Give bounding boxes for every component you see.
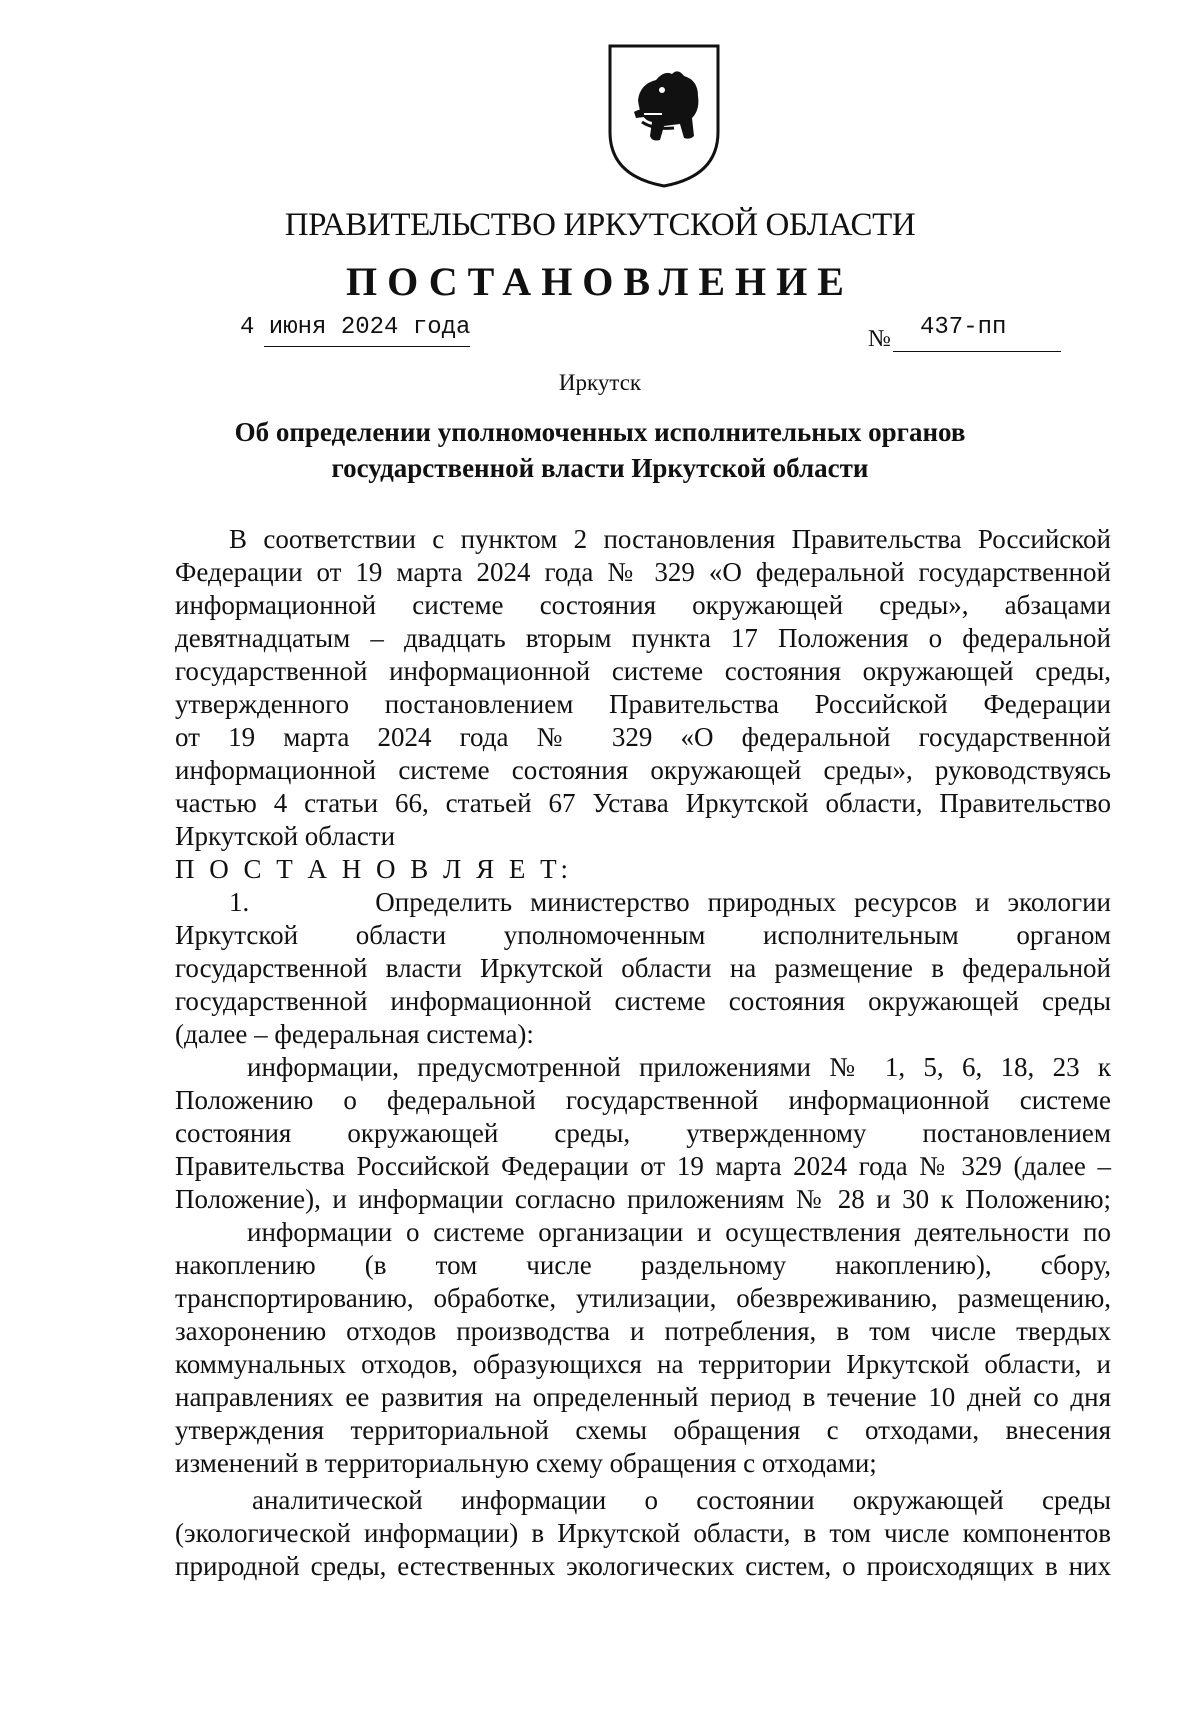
body-line: изменений в территориальную схему обращения с отходами;	[175, 1448, 877, 1478]
body-line: транспортированию, обработке, утилизации, обезвреживанию, размещению,	[175, 1283, 1111, 1313]
document-number: 437-пп	[920, 314, 1007, 341]
body-line: направлениях ее развития на определенный период в течение 10 дней со дня	[175, 1382, 1111, 1412]
body-line: В соответствии с пунктом 2 постановления Правительства Российской	[229, 524, 1111, 554]
city-name: Иркутск	[558, 370, 642, 395]
body-line: природной среды, естественных экологических систем, о происходящих в них	[175, 1551, 1111, 1581]
body-line: Иркутской области	[175, 821, 396, 851]
body-line: девятнадцатым – двадцать вторым пункта 17 Положения о федеральной	[175, 623, 1111, 653]
body-line: информации о системе организации и осуществления деятельности по	[247, 1217, 1111, 1247]
body-line: Правительства Российской Федерации от 19 марта 2024 года № 329 (далее –	[175, 1151, 1111, 1181]
body-line: государственной информационной системе состояния окружающей среды	[175, 986, 1111, 1016]
body-line: информации, предусмотренной приложениями № 1, 5, 6, 18, 23 к	[247, 1052, 1111, 1082]
body-line: утверждения территориальной схемы обращения с отходами, внесения	[175, 1415, 1111, 1445]
body-line: состояния окружающей среды, утвержденному постановлением	[175, 1118, 1111, 1148]
body-line: коммунальных отходов, образующихся на территории Иркутской области, и	[175, 1349, 1111, 1379]
body-line: государственной информационной системе состояния окружающей среды,	[175, 656, 1111, 686]
body-line: Иркутской области уполномоченным исполнительным органом	[175, 920, 1111, 950]
document-type: ПОСТАНОВЛЕНИЕ	[346, 259, 854, 304]
body-line: информационной системе состояния окружающей среды», абзацами	[175, 590, 1111, 620]
body-line: информационной системе состояния окружающей среды», руководствуясь	[175, 755, 1111, 785]
number-underline	[893, 351, 1061, 352]
body-line: 1. Определить министерство природных ресурсов и экологии	[229, 887, 1111, 917]
body-line: Положение), и информации согласно приложениям № 28 и 30 к Положению;	[175, 1184, 1111, 1214]
date-underline	[264, 346, 470, 347]
number-sign: №	[868, 326, 891, 352]
body-line: Федерации от 19 марта 2024 года № 329 «О федеральной государственной	[175, 557, 1111, 587]
body-line: аналитической информации о состоянии окружающей среды	[252, 1485, 1111, 1515]
body-line: Положению о федеральной государственной информационной системе	[175, 1085, 1111, 1115]
body-line: частью 4 статьи 66, статьей 67 Устава Иркутской области, Правительство	[175, 788, 1111, 818]
body-line: утвержденного постановлением Правительства Российской Федерации	[175, 689, 1111, 719]
document-date: 4 июня 2024 года	[240, 314, 471, 341]
body-line: захоронению отходов производства и потребления, в том числе твердых	[175, 1316, 1111, 1346]
body-line: (далее – федеральная система):	[175, 1019, 534, 1049]
coat-of-arms-emblem	[604, 40, 724, 190]
body-line: накоплению (в том числе раздельному накоплению), сбору,	[175, 1250, 1111, 1280]
government-name: ПРАВИТЕЛЬСТВО ИРКУТСКОЙ ОБЛАСТИ	[284, 207, 916, 243]
body-line: (экологической информации) в Иркутской области, в том числе компонентов	[175, 1518, 1111, 1548]
body-line: от 19 марта 2024 года № 329 «О федеральной государственной	[175, 722, 1111, 752]
resolution-word: П О С Т А Н О В Л Я Е Т:	[175, 854, 573, 884]
document-title-line-2: государственной власти Иркутской области	[331, 453, 869, 483]
document-title-line-1: Об определении уполномоченных исполнительных органов	[234, 417, 966, 447]
body-line: государственной власти Иркутской области на размещение в федеральной	[175, 953, 1111, 983]
